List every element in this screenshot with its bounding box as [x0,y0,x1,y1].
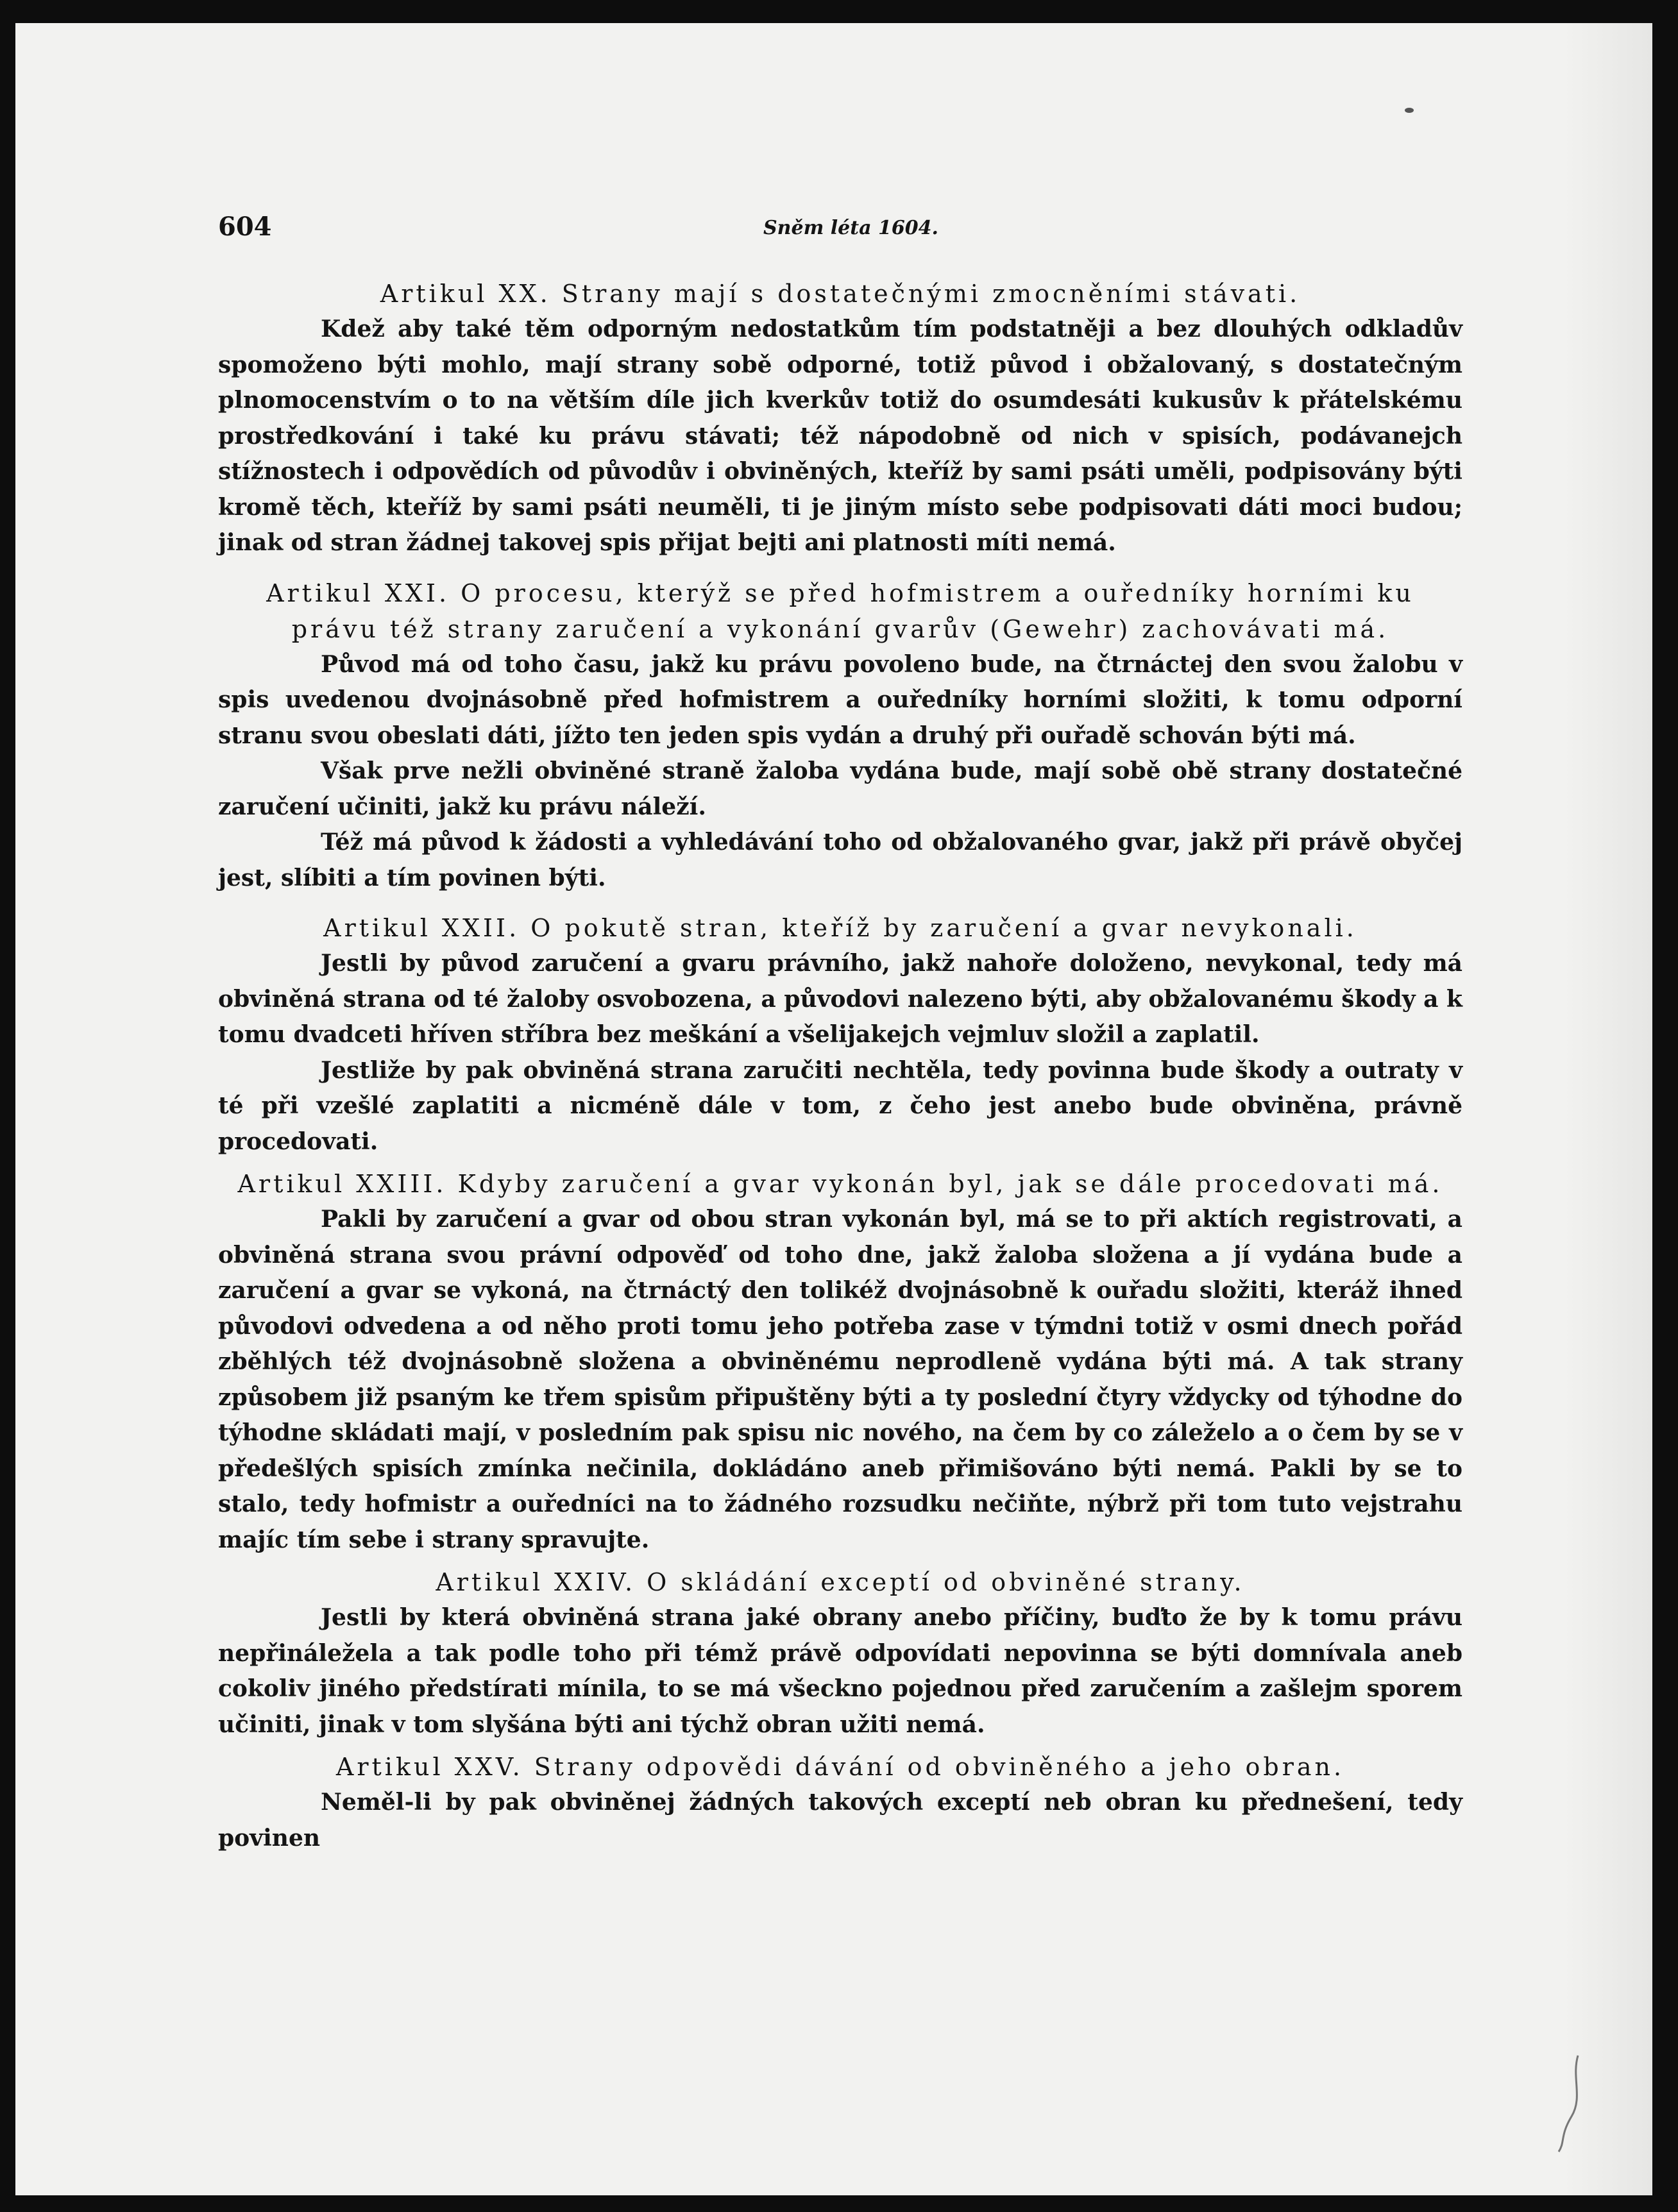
article-xxiii [218,1166,1462,1558]
paragraph: Též má původ k žádosti a vyhledávání toho od obžalovaného gvar, jakž při právě obyčej jest, slíbiti a tím povinen býti. [218,829,1462,891]
article-xxi [218,575,1462,897]
paragraph: Neměl-li by pak obviněnej žádných takových exceptí neb obran ku přednešení, tedy povinen [218,1789,1462,1852]
scan-border-top [0,0,1678,23]
article-xxv [218,1749,1462,1856]
article-gap [218,1160,1462,1166]
article-xxii [218,910,1462,1160]
running-head [218,212,1456,250]
paragraph: Původ má od toho času, jakž ku právu povoleno bude, na čtrnáctej den svou žalobu v spis uvedenou dvojnásobně před hofmistrem a ouředníky horními složiti, k tomu odporní stranu svou obeslati dáti, jížto ten jeden spis vydán a druhý při ouřadě schován býti má. [218,650,1462,749]
running-title: Sněm léta 1604. [763,217,938,239]
article-heading: Artikul XX. Strany mají s dostatečnými zmocněními stávati. [380,280,1301,308]
article-gap [218,561,1462,575]
scan-border-bottom [0,2195,1678,2212]
article-heading: Artikul XXV. Strany odpovědi dávání od obviněného a jeho obran. [335,1753,1345,1781]
document-body [218,276,1462,1856]
scan-border-right [1652,0,1678,2212]
scan-border-left [0,0,15,2212]
article-gap [218,1558,1462,1564]
article-xxiv [218,1564,1462,1743]
ink-speck [1405,108,1414,113]
article-heading: Artikul XXII. O pokutě stran, kteříž by zaručení a gvar nevykonali. [323,914,1357,942]
article-gap [218,896,1462,910]
margin-pencil-mark [1552,2052,1591,2155]
paragraph: Pakli by zaručení a gvar od obou stran vykonán byl, má se to při aktích registrovati, a obviněná strana svou právní odpověď od toho dne, jakž žaloba složena a jí vydána bude a zaručení a gvar se vykoná, na čtrnáctý den tolikéž dvojnásobně k ouřadu složiti, kteráž ihned původovi odvedena a od něho proti tomu jeho potřeba zase v týmdni totiž v osmi dnech pořád zběhlých též dvojnásobně složena a obviněnému neprodleně vydána býti má. A tak strany způsobem již psaným ke třem spisům připuštěny býti a ty poslední čtyry vždycky od týhodne do týhodne skládati mají, v posledním pak spisu nic nového, na čem by co záleželo a o čem by se v předešlých spisích zmínka nečinila, dokládáno aneb přimišováno býti nemá. Pakli by se to stalo, tedy hofmistr a ouředníci na to žádného rozsudku nečiňte, nýbrž při tom tuto vejstrahu majíc tím sebe i strany spravujte. [218,1206,1462,1553]
page-number: 604 [218,212,272,242]
paper-shadow [1563,23,1652,2195]
article-heading: Artikul XXIV. O skládání exceptí od obviněné strany. [436,1568,1245,1596]
article-gap [218,1743,1462,1749]
article-heading: Artikul XXIII. Kdyby zaručení a gvar vykonán byl, jak se dále procedovati má. [237,1170,1443,1198]
paragraph: Jestli by původ zaručení a gvaru právního, jakž nahoře doloženo, nevykonal, tedy má obviněná strana od té žaloby osvobozena, a původovi nalezeno býti, aby obžalovanému škody a k tomu dvadceti hříven stříbra bez meškání a všelijakejch vejmluv složil a zaplatil. [218,950,1462,1048]
paragraph: Jestli by která obviněná strana jaké obrany anebo příčiny, buďto že by k tomu právu nepřináležela a tak podle toho při témž právě odpovídati nepovinna se býti domnívala aneb cokoliv jiného předstírati mínila, to se má všeckno pojednou před zaručením a zašlejm sporem učiniti, jinak v tom slyšána býti ani týchž obran užiti nemá. [218,1604,1462,1738]
article-xx [218,276,1462,561]
article-heading: Artikul XXI. O procesu, kterýž se před hofmistrem a ouředníky horními ku právu též strany zaručení a vykonání gvarův (Gewehr) zachovávati má. [266,578,1414,643]
paragraph: Však prve nežli obviněné straně žaloba vydána bude, mají sobě obě strany dostatečné zaručení učiniti, jakž ku právu náleží. [218,757,1462,820]
paragraph: Kdež aby také těm odporným nedostatkům tím podstatněji a bez dlouhých odkladův spomoženo býti mohlo, mají strany sobě odporné, totiž původ i obžalovaný, s dostatečným plnomocenstvím o to na větším díle jich kverkův totiž do osumdesáti kukusův k přátelskému prostředkování i také ku právu stávati; též nápodobně od nich v spisích, podávanejch stížnostech i odpovědích od původův i obviněných, kteříž by sami psáti uměli, podpisovány býti kromě těch, kteříž by sami psáti neuměli, ti je jiným místo sebe podpisovati dáti moci budou; jinak od stran žádnej takovej spis přijat bejti ani platnosti míti nemá. [218,316,1462,556]
paragraph: Jestliže by pak obviněná strana zaručiti nechtěla, tedy povinna bude škody a outraty v té při vzešlé zaplatiti a nicméně dále v tom, z čeho jest anebo bude obviněna, právně procedovati. [218,1056,1462,1155]
